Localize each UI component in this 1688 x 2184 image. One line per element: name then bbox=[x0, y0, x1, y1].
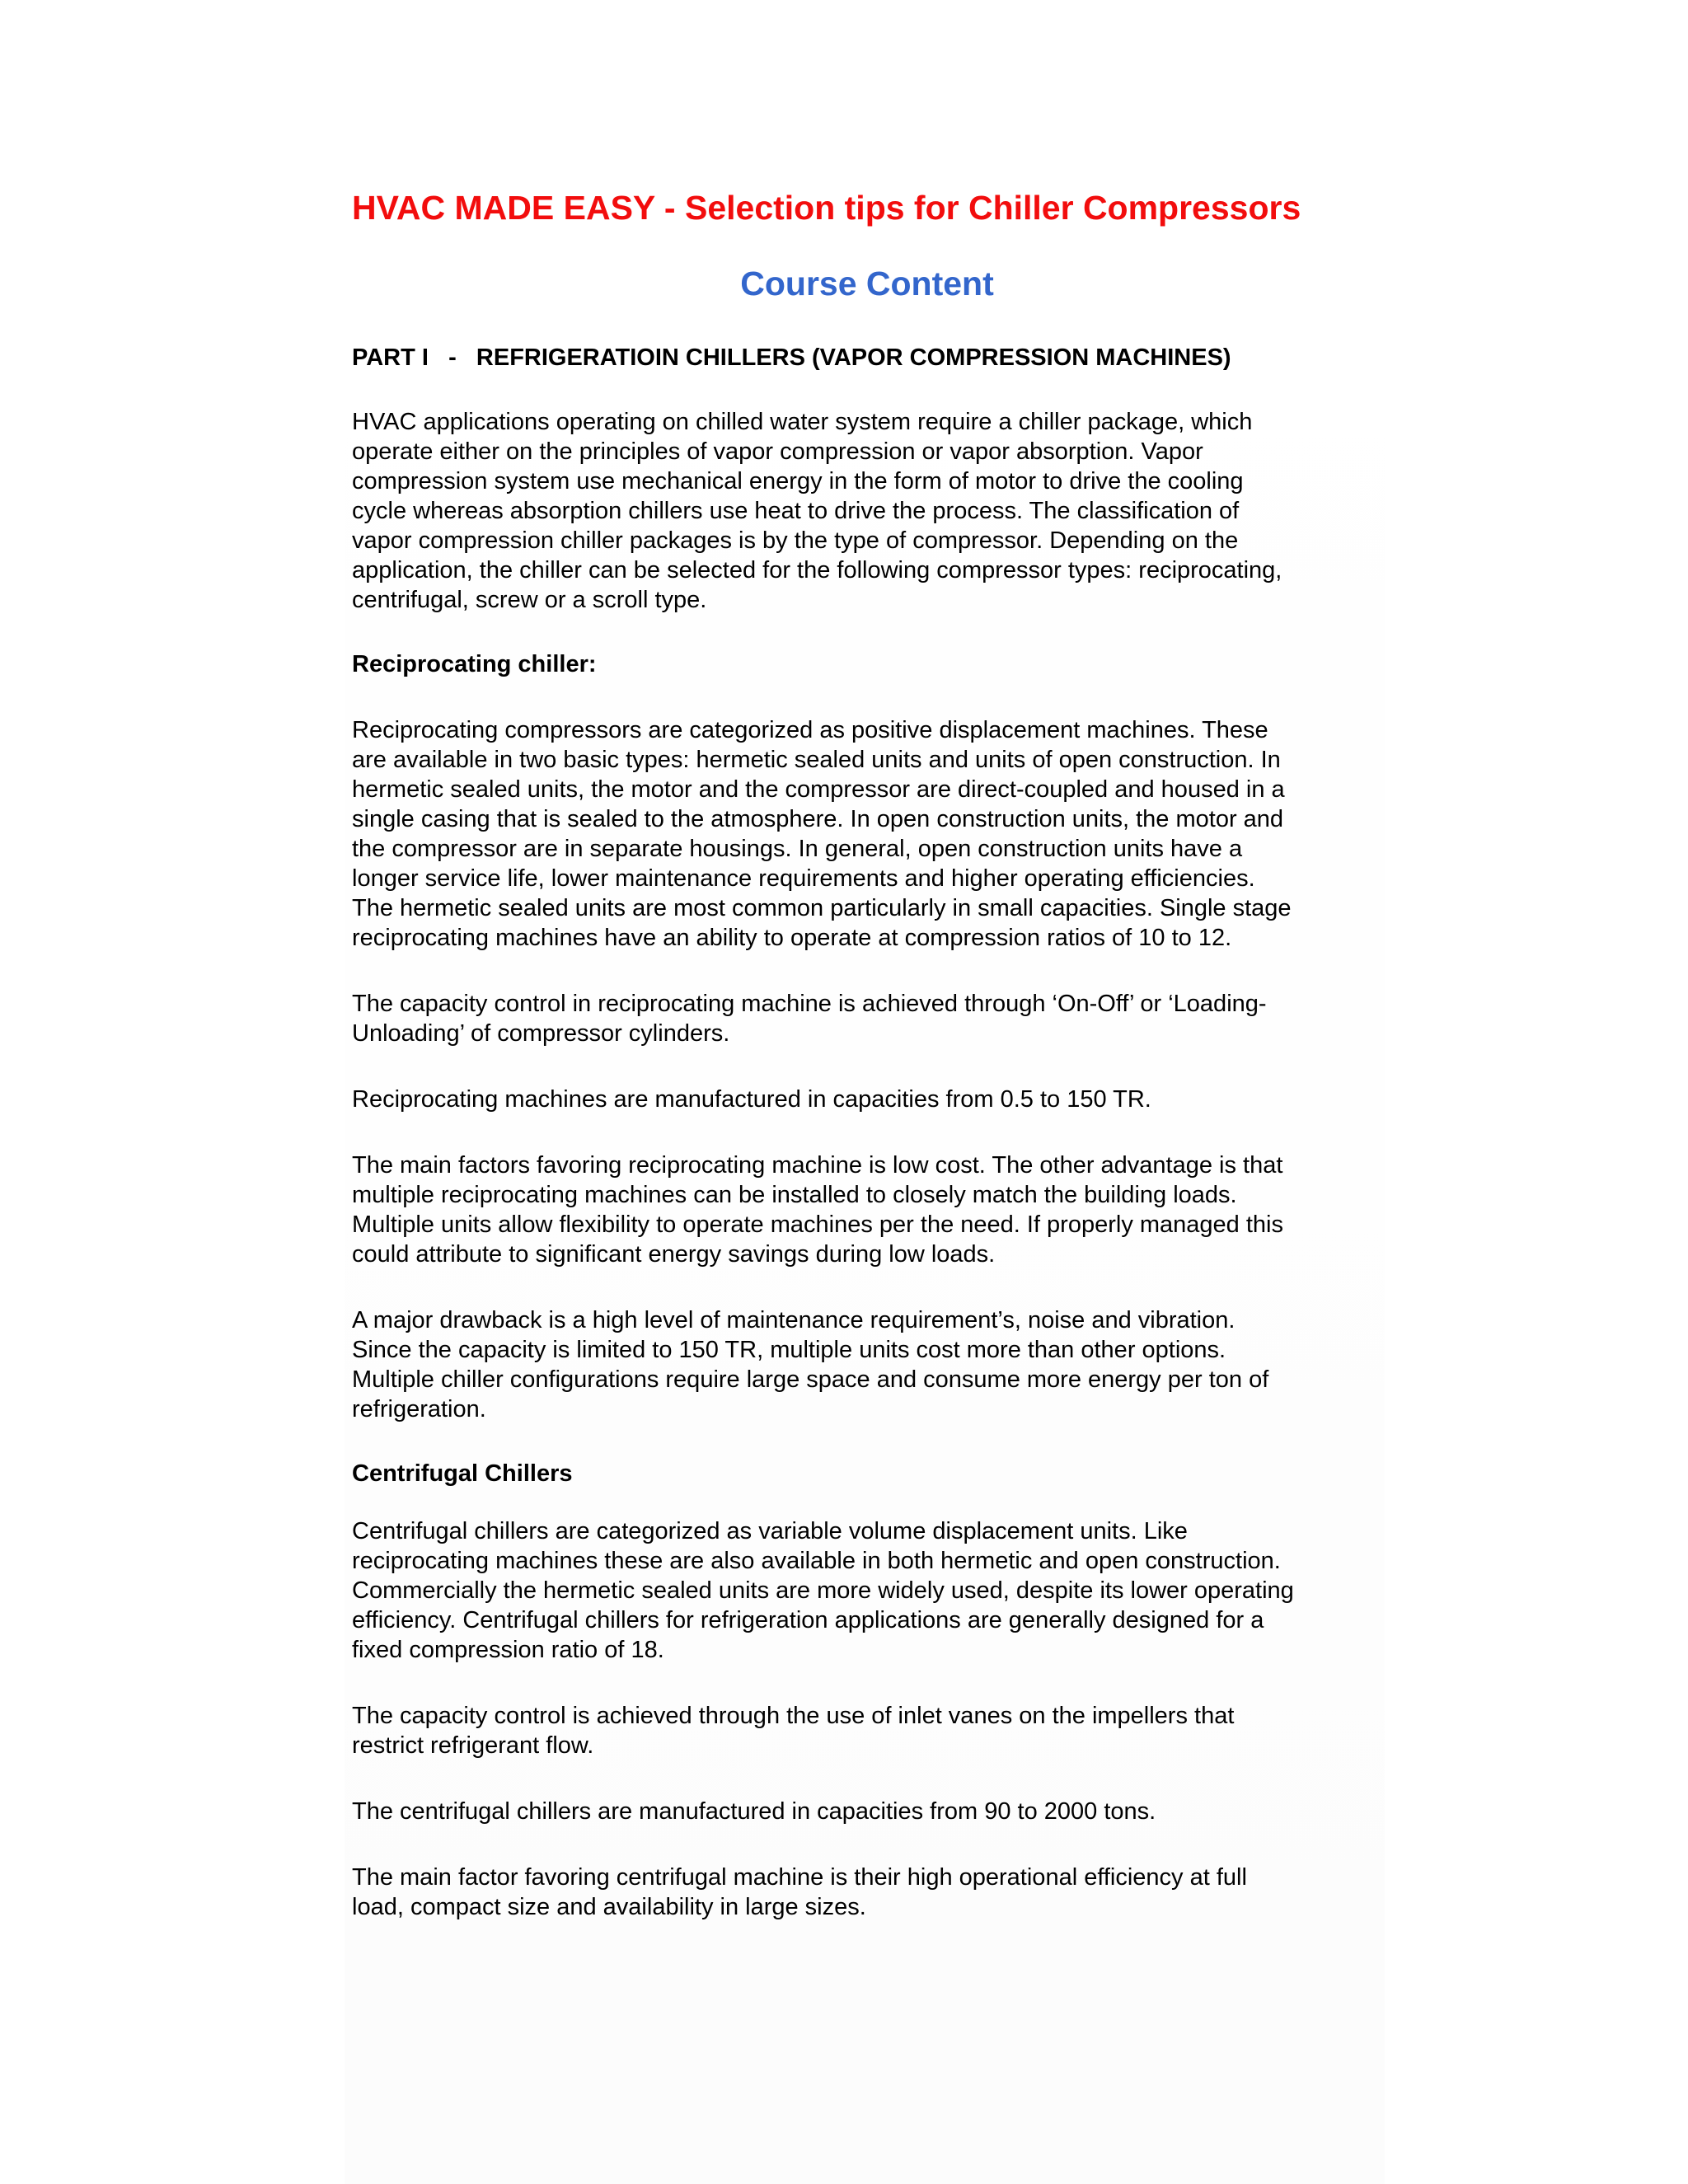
intro-paragraph: HVAC applications operating on chilled water system require a chiller package, which operate either on the principles of vapor compression or vapor absorption. Vapor compression system use mechanical energy in the form of motor to drive the cooling cycle whereas absorption chillers use heat to drive the process. The classification of vapor compression chiller packages is by the type of compressor. Depending on the application, the chiller can be selected for the following compressor types: reciprocating, centrifugal, screw or a scroll type. bbox=[352, 409, 1282, 613]
reciprocating-paragraph-4: The main factors favoring reciprocating machine is low cost. The other advantage is that multiple reciprocating machines can be installed to closely match the building loads. Multiple units allow flexibility to operate machines per the need. If properly managed this could attribute to significant energy savings during low loads. bbox=[352, 1152, 1283, 1268]
reciprocating-paragraph-1: Reciprocating compressors are categorized as positive displacement machines. These are available in two basic types: hermetic sealed units and units of open construction. In hermetic sealed units, the motor and the compressor are direct-coupled and housed in a single casing that is sealed to the atmosphere. In open construction units, the motor and the compressor are in separate housings. In general, open construction units have a longer service life, lower maintenance requirements and higher operating efficiencies. The hermetic sealed units are most common particularly in small capacities. Single stage reciprocating machines have an ability to operate at compression ratios of 10 to 12. bbox=[352, 717, 1292, 951]
document-title: HVAC MADE EASY - Selection tips for Chiller Compressors bbox=[352, 189, 1301, 227]
document-body bbox=[352, 183, 1382, 1922]
centrifugal-paragraph-2: The capacity control is achieved through the use of inlet vanes on the impellers that restrict refrigerant flow. bbox=[352, 1703, 1235, 1759]
reciprocating-paragraph-3: Reciprocating machines are manufactured in capacities from 0.5 to 150 TR. bbox=[352, 1086, 1151, 1113]
centrifugal-paragraph-3: The centrifugal chillers are manufactured in capacities from 90 to 2000 tons. bbox=[352, 1798, 1156, 1825]
reciprocating-paragraph-5: A major drawback is a high level of maintenance requirement’s, noise and vibration. Since the capacity is limited to 150 TR, multiple units cost more than other options. Multiple chiller configurations require large space and consume more energy per ton of refrigeration. bbox=[352, 1307, 1269, 1422]
reciprocating-paragraph-2: The capacity control in reciprocating machine is achieved through ‘On-Off’ or ‘Loading- Unloading’ of compressor cylinders. bbox=[352, 991, 1267, 1047]
section-heading-centrifugal: Centrifugal Chillers bbox=[352, 1460, 573, 1487]
centrifugal-paragraph-1: Centrifugal chillers are categorized as variable volume displacement units. Like reciprocating machines these are also available in both hermetic and open construction. Commercially the hermetic sealed units are more widely used, despite its lower operating efficiency. Centrifugal chillers for refrigeration applications are generally designed for a fixed compression ratio of 18. bbox=[352, 1518, 1294, 1663]
part-heading: PART I - REFRIGERATIOIN CHILLERS (VAPOR COMPRESSION MACHINES) bbox=[352, 344, 1231, 371]
centrifugal-paragraph-4: The main factor favoring centrifugal machine is their high operational efficiency at full load, compact size and availability in large sizes. bbox=[352, 1864, 1247, 1920]
section-heading-reciprocating: Reciprocating chiller: bbox=[352, 651, 597, 677]
document-subtitle: Course Content bbox=[740, 265, 994, 302]
